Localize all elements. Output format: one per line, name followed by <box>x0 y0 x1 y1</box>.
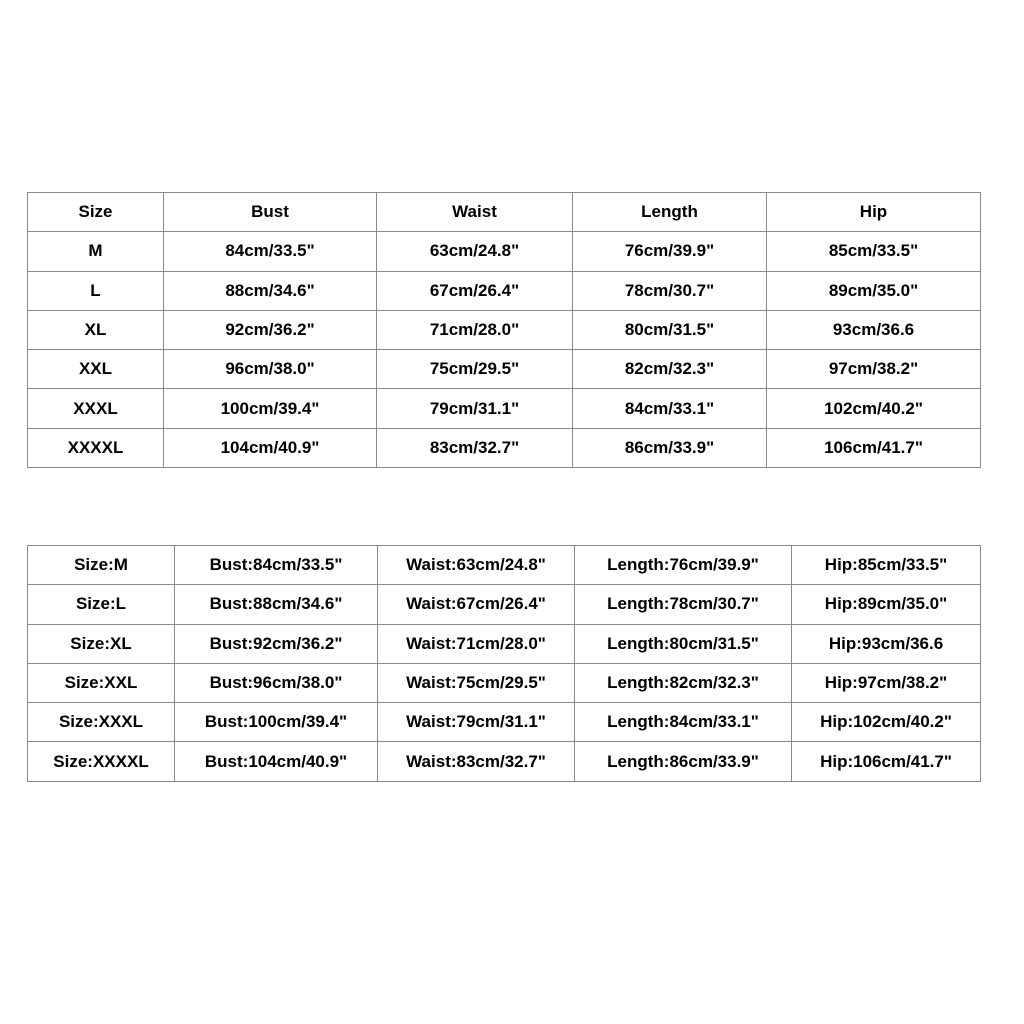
cell-bust: 100cm/39.4" <box>164 389 377 428</box>
table-row <box>28 624 981 663</box>
cell-hip: 97cm/38.2" <box>767 350 981 389</box>
cell-waist: Waist:75cm/29.5" <box>378 663 575 702</box>
cell-waist: 79cm/31.1" <box>377 389 573 428</box>
table-row <box>28 546 981 585</box>
cell-bust: Bust:96cm/38.0" <box>175 663 378 702</box>
cell-size: Size:M <box>28 546 175 585</box>
cell-size: Size:L <box>28 585 175 624</box>
cell-size: XXXXL <box>28 428 164 467</box>
cell-bust: 104cm/40.9" <box>164 428 377 467</box>
header-cell-waist: Waist <box>377 193 573 232</box>
cell-waist: 75cm/29.5" <box>377 350 573 389</box>
cell-length: Length:80cm/31.5" <box>575 624 792 663</box>
cell-waist: 71cm/28.0" <box>377 310 573 349</box>
cell-size: XXL <box>28 350 164 389</box>
cell-bust: 88cm/34.6" <box>164 271 377 310</box>
cell-waist: Waist:79cm/31.1" <box>378 703 575 742</box>
cell-bust: 96cm/38.0" <box>164 350 377 389</box>
cell-hip: Hip:102cm/40.2" <box>792 703 981 742</box>
cell-bust: Bust:88cm/34.6" <box>175 585 378 624</box>
size-chart-table-body <box>28 193 981 468</box>
cell-bust: 92cm/36.2" <box>164 310 377 349</box>
cell-size: XL <box>28 310 164 349</box>
cell-size: XXXL <box>28 389 164 428</box>
cell-bust: Bust:92cm/36.2" <box>175 624 378 663</box>
cell-length: Length:78cm/30.7" <box>575 585 792 624</box>
cell-bust: Bust:104cm/40.9" <box>175 742 378 781</box>
cell-length: 84cm/33.1" <box>573 389 767 428</box>
table-header-row <box>28 193 981 232</box>
table-row <box>28 663 981 702</box>
cell-waist: Waist:83cm/32.7" <box>378 742 575 781</box>
cell-size: M <box>28 232 164 271</box>
cell-length: 82cm/32.3" <box>573 350 767 389</box>
cell-hip: 85cm/33.5" <box>767 232 981 271</box>
cell-hip: 102cm/40.2" <box>767 389 981 428</box>
cell-size: L <box>28 271 164 310</box>
cell-length: Length:82cm/32.3" <box>575 663 792 702</box>
header-cell-length: Length <box>573 193 767 232</box>
table-row <box>28 742 981 781</box>
cell-bust: 84cm/33.5" <box>164 232 377 271</box>
cell-size: Size:XXXXL <box>28 742 175 781</box>
table-row <box>28 389 981 428</box>
cell-size: Size:XXL <box>28 663 175 702</box>
cell-size: Size:XXXL <box>28 703 175 742</box>
table-row <box>28 428 981 467</box>
cell-waist: 63cm/24.8" <box>377 232 573 271</box>
cell-length: 78cm/30.7" <box>573 271 767 310</box>
cell-hip: 93cm/36.6 <box>767 310 981 349</box>
table-row <box>28 232 981 271</box>
cell-bust: Bust:84cm/33.5" <box>175 546 378 585</box>
header-cell-hip: Hip <box>767 193 981 232</box>
cell-waist: 67cm/26.4" <box>377 271 573 310</box>
cell-hip: 89cm/35.0" <box>767 271 981 310</box>
cell-hip: 106cm/41.7" <box>767 428 981 467</box>
cell-length: 80cm/31.5" <box>573 310 767 349</box>
cell-hip: Hip:93cm/36.6 <box>792 624 981 663</box>
cell-length: Length:76cm/39.9" <box>575 546 792 585</box>
header-cell-size: Size <box>28 193 164 232</box>
cell-waist: Waist:63cm/24.8" <box>378 546 575 585</box>
cell-size: Size:XL <box>28 624 175 663</box>
cell-hip: Hip:89cm/35.0" <box>792 585 981 624</box>
cell-waist: Waist:71cm/28.0" <box>378 624 575 663</box>
table-row <box>28 271 981 310</box>
cell-length: 86cm/33.9" <box>573 428 767 467</box>
cell-bust: Bust:100cm/39.4" <box>175 703 378 742</box>
size-chart-labeled-table <box>27 545 981 782</box>
table-row <box>28 703 981 742</box>
cell-hip: Hip:106cm/41.7" <box>792 742 981 781</box>
cell-hip: Hip:97cm/38.2" <box>792 663 981 702</box>
cell-waist: Waist:67cm/26.4" <box>378 585 575 624</box>
table-row <box>28 350 981 389</box>
cell-length: Length:84cm/33.1" <box>575 703 792 742</box>
cell-waist: 83cm/32.7" <box>377 428 573 467</box>
size-chart-table <box>27 192 981 468</box>
size-chart-labeled-table-body <box>28 546 981 782</box>
table-row <box>28 585 981 624</box>
cell-hip: Hip:85cm/33.5" <box>792 546 981 585</box>
header-cell-bust: Bust <box>164 193 377 232</box>
table-row <box>28 310 981 349</box>
cell-length: Length:86cm/33.9" <box>575 742 792 781</box>
cell-length: 76cm/39.9" <box>573 232 767 271</box>
